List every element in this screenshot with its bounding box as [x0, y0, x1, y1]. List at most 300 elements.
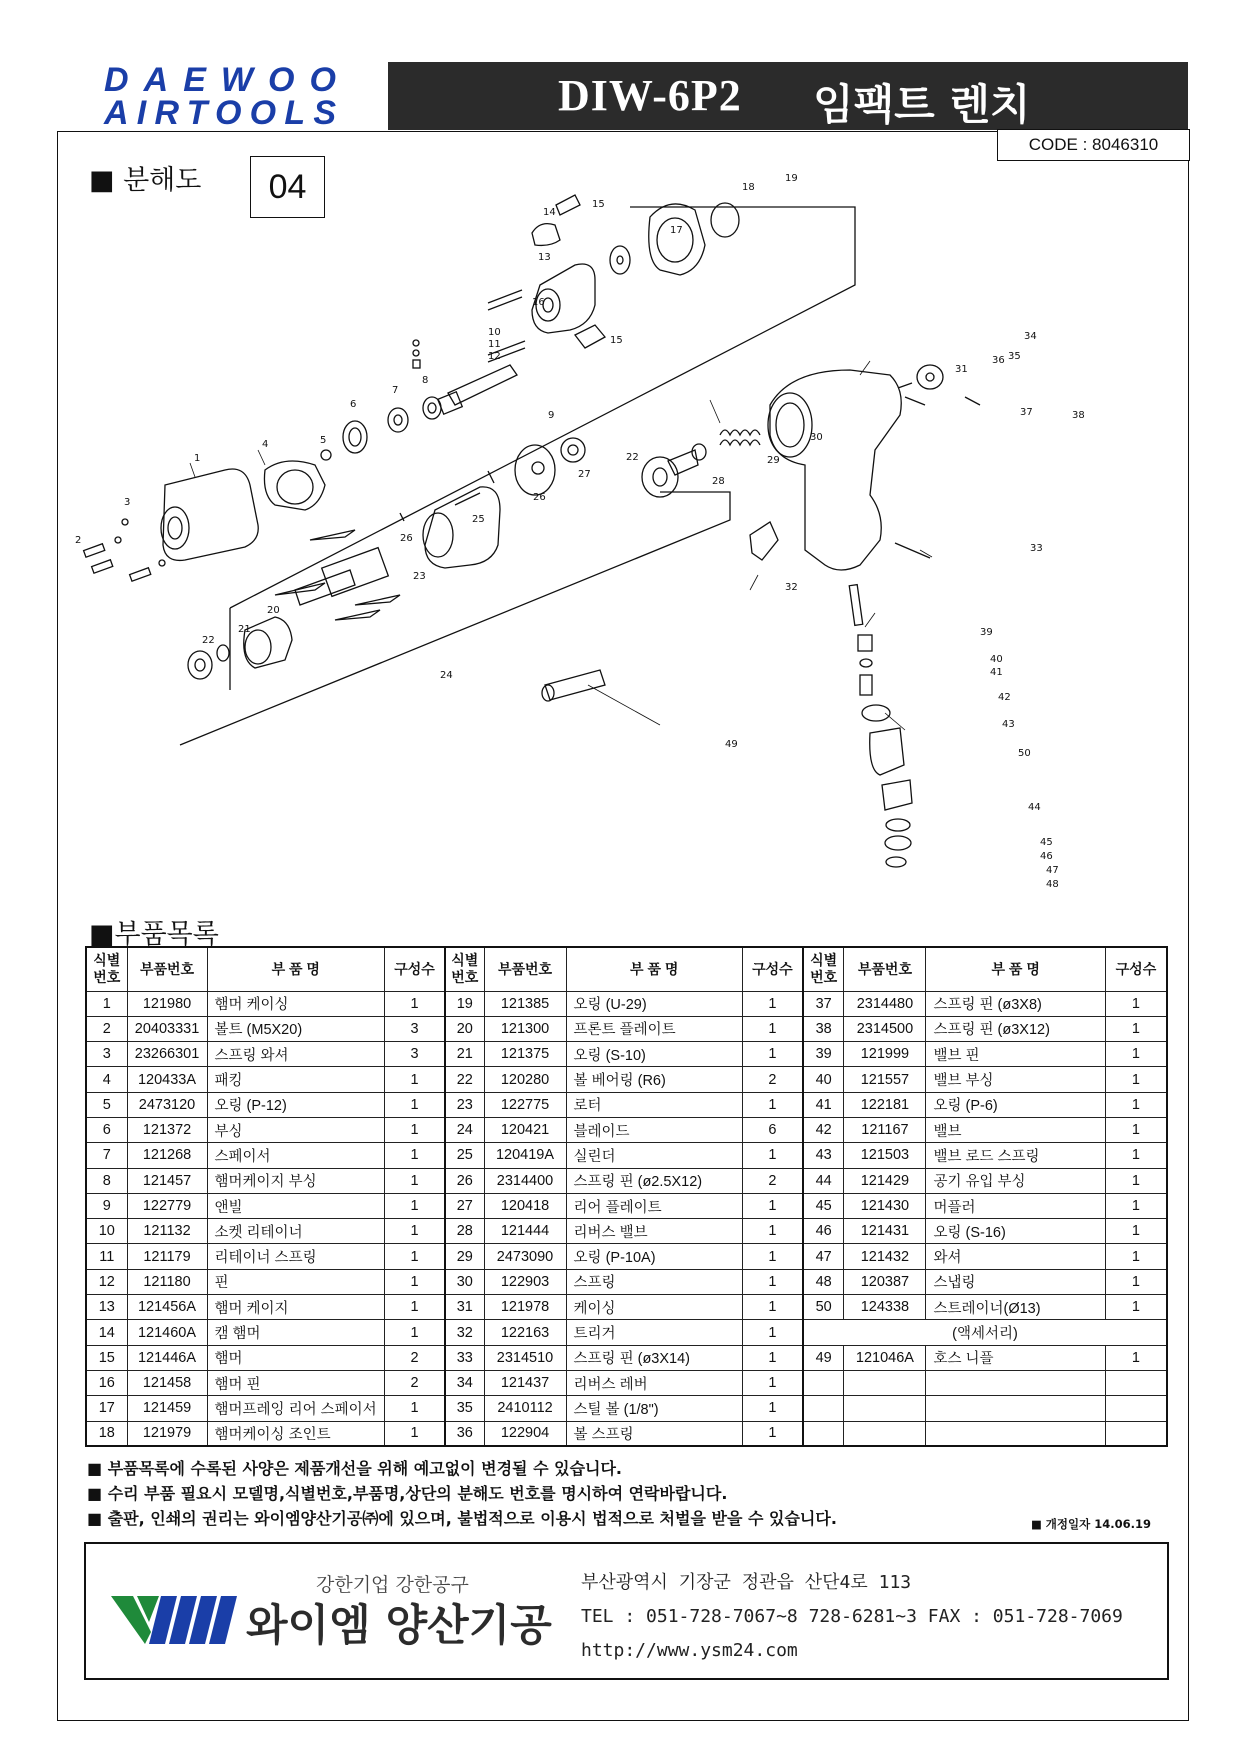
cell-id: 30: [445, 1269, 484, 1294]
cell-part-no: 2314510: [484, 1345, 566, 1370]
cell-id: [803, 1370, 844, 1395]
cell-id: 41: [803, 1092, 844, 1117]
cell-part-no: 2314500: [844, 1016, 926, 1041]
cell-qty: 1: [1105, 1016, 1167, 1041]
svg-text:46: 46: [1040, 851, 1053, 862]
cell-name: 로터: [566, 1092, 742, 1117]
cell-qty: 1: [742, 1370, 803, 1395]
cell-part-no: 121444: [484, 1219, 566, 1244]
cell-part-no: 121179: [127, 1244, 207, 1269]
cell-id: 6: [86, 1117, 127, 1142]
cell-id: 21: [445, 1042, 484, 1067]
cell-part-no: 121458: [127, 1370, 207, 1395]
cell-qty: 1: [385, 1219, 446, 1244]
cell-part-no: 121268: [127, 1143, 207, 1168]
cell-name: 스페이서: [207, 1143, 385, 1168]
col-header-part-no: 부품번호: [844, 947, 926, 991]
cell-id: 45: [803, 1193, 844, 1218]
cell-qty: 1: [385, 1396, 446, 1421]
company-footer: [84, 1542, 1169, 1680]
cell-part-no: 122181: [844, 1092, 926, 1117]
note-line: ■ 부품목록에 수록된 사양은 제품개선을 위해 예고없이 변경될 수 있습니다.: [87, 1459, 623, 1478]
cell-qty: 1: [1105, 1067, 1167, 1092]
cell-qty: 1: [742, 1143, 803, 1168]
cell-id: 48: [803, 1269, 844, 1294]
cell-part-no: 122163: [484, 1320, 566, 1345]
cell-qty: 1: [385, 1168, 446, 1193]
cell-name: 밸브: [926, 1117, 1105, 1142]
cell-id: 28: [445, 1219, 484, 1244]
company-tagline: 강한기업 강한공구: [316, 1574, 469, 1596]
cell-part-no: 121980: [127, 991, 207, 1016]
ym-logo-icon: [111, 1592, 241, 1648]
company-name: 와이엠 양산기공: [246, 1601, 552, 1651]
cell-part-no: 120421: [484, 1117, 566, 1142]
cell-id: 14: [86, 1320, 127, 1345]
svg-text:48: 48: [1046, 879, 1059, 890]
model-name: DIW-6P2: [558, 71, 742, 120]
cell-name: 오링 (P-6): [926, 1092, 1105, 1117]
cell-name: 실린더: [566, 1143, 742, 1168]
table-row: [86, 1042, 1167, 1067]
cell-id: 16: [86, 1370, 127, 1395]
diagram-page-number: 04: [250, 156, 325, 218]
cell-id: 42: [803, 1117, 844, 1142]
cell-name: 트리거: [566, 1320, 742, 1345]
cell-name: 스프링 핀 (ø3X14): [566, 1345, 742, 1370]
notes: [87, 1456, 1177, 1531]
cell-part-no: 121999: [844, 1042, 926, 1067]
cell-id: 25: [445, 1143, 484, 1168]
cell-name: 햄머 핀: [207, 1370, 385, 1395]
svg-text:32: 32: [785, 582, 798, 593]
cell-name: 햄머프레잉 리어 스페이서: [207, 1396, 385, 1421]
svg-text:44: 44: [1028, 802, 1041, 813]
table-row: [86, 1117, 1167, 1142]
cell-name: 패킹: [207, 1067, 385, 1092]
svg-text:6: 6: [350, 399, 357, 410]
cell-id: 50: [803, 1295, 844, 1320]
cell-id: 23: [445, 1092, 484, 1117]
cell-id: [803, 1396, 844, 1421]
cell-id: 31: [445, 1295, 484, 1320]
cell-part-no: 120419A: [484, 1143, 566, 1168]
accessory-label: (액세서리): [803, 1320, 1167, 1345]
cell-qty: 1: [1105, 1295, 1167, 1320]
cell-qty: 1: [1105, 991, 1167, 1016]
cell-name: [926, 1396, 1105, 1421]
cell-id: 43: [803, 1143, 844, 1168]
table-row: [86, 1295, 1167, 1320]
cell-qty: 1: [1105, 1092, 1167, 1117]
cell-part-no: 121167: [844, 1117, 926, 1142]
svg-text:23: 23: [413, 571, 426, 582]
svg-text:5: 5: [320, 435, 327, 446]
svg-text:33: 33: [1030, 543, 1043, 554]
cell-qty: 1: [1105, 1042, 1167, 1067]
cell-qty: 1: [1105, 1168, 1167, 1193]
cell-name: [926, 1421, 1105, 1446]
svg-text:30: 30: [810, 432, 823, 443]
svg-text:36: 36: [992, 355, 1005, 366]
revision-date: ■ 개정일자 14.06.19: [1030, 1517, 1151, 1531]
svg-text:38: 38: [1072, 410, 1085, 421]
svg-text:11: 11: [488, 339, 501, 350]
col-header-name: 부 품 명: [566, 947, 742, 991]
company-address: 부산광역시 기장군 정관읍 산단4로 113: [581, 1572, 912, 1593]
cell-qty: 1: [742, 1295, 803, 1320]
svg-text:21: 21: [238, 624, 251, 635]
company-phone: TEL : 051-728-7067~8 728-6281~3 FAX : 051-728-7069: [581, 1606, 1123, 1627]
cell-part-no: 121429: [844, 1168, 926, 1193]
col-header-name: 부 품 명: [207, 947, 385, 991]
cell-id: 20: [445, 1016, 484, 1041]
svg-text:19: 19: [785, 173, 798, 184]
cell-id: 46: [803, 1219, 844, 1244]
svg-text:8: 8: [422, 375, 429, 386]
cell-qty: 2: [742, 1067, 803, 1092]
cell-part-no: 121431: [844, 1219, 926, 1244]
cell-part-no: 121446A: [127, 1345, 207, 1370]
svg-text:25: 25: [472, 514, 485, 525]
title-bar: [388, 62, 1188, 130]
svg-text:37: 37: [1020, 407, 1033, 418]
cell-part-no: 2473120: [127, 1092, 207, 1117]
cell-name: 오링 (S-10): [566, 1042, 742, 1067]
cell-name: 부싱: [207, 1117, 385, 1142]
table-row: [86, 1244, 1167, 1269]
cell-part-no: 121046A: [844, 1345, 926, 1370]
cell-qty: 1: [385, 991, 446, 1016]
svg-text:35: 35: [1008, 351, 1021, 362]
svg-text:9: 9: [548, 410, 555, 421]
product-code: CODE : 8046310: [997, 129, 1190, 161]
cell-id: 8: [86, 1168, 127, 1193]
svg-text:17: 17: [670, 225, 683, 236]
svg-text:12: 12: [488, 351, 501, 362]
svg-text:DAEWOO: DAEWOO: [104, 61, 336, 99]
svg-text:3: 3: [124, 497, 131, 508]
cell-qty: 1: [385, 1320, 446, 1345]
cell-id: 1: [86, 991, 127, 1016]
col-header-part-no: 부품번호: [127, 947, 207, 991]
parts-table: [85, 946, 1168, 1447]
cell-name: 밸브 부싱: [926, 1067, 1105, 1092]
cell-name: 스프링 핀 (ø3X12): [926, 1016, 1105, 1041]
cell-qty: 1: [742, 991, 803, 1016]
cell-id: 4: [86, 1067, 127, 1092]
cell-name: 와셔: [926, 1244, 1105, 1269]
cell-qty: 1: [385, 1421, 446, 1446]
cell-qty: 1: [742, 1345, 803, 1370]
cell-id: 47: [803, 1244, 844, 1269]
cell-name: 오링 (P-10A): [566, 1244, 742, 1269]
cell-id: 2: [86, 1016, 127, 1041]
cell-name: 스트레이너(Ø13): [926, 1295, 1105, 1320]
svg-text:22: 22: [626, 452, 639, 463]
svg-text:29: 29: [767, 455, 780, 466]
cell-id: 3: [86, 1042, 127, 1067]
cell-part-no: 20403331: [127, 1016, 207, 1041]
cell-name: [926, 1370, 1105, 1395]
cell-id: 40: [803, 1067, 844, 1092]
cell-name: 블레이드: [566, 1117, 742, 1142]
cell-id: 17: [86, 1396, 127, 1421]
col-header-qty: 구성수: [1105, 947, 1167, 991]
svg-text:14: 14: [543, 207, 556, 218]
svg-text:7: 7: [392, 385, 399, 396]
table-header-row: [86, 947, 1167, 991]
svg-text:40: 40: [990, 654, 1003, 665]
cell-qty: 1: [742, 1193, 803, 1218]
cell-part-no: 2473090: [484, 1244, 566, 1269]
cell-qty: 1: [742, 1320, 803, 1345]
cell-part-no: 122779: [127, 1193, 207, 1218]
table-row: [86, 1269, 1167, 1294]
cell-qty: 1: [385, 1269, 446, 1294]
cell-qty: 1: [1105, 1219, 1167, 1244]
cell-qty: 1: [742, 1219, 803, 1244]
cell-part-no: 120433A: [127, 1067, 207, 1092]
svg-text:13: 13: [538, 252, 551, 263]
svg-text:20: 20: [267, 605, 280, 616]
cell-part-no: [844, 1370, 926, 1395]
svg-text:2: 2: [75, 535, 82, 546]
cell-qty: 1: [742, 1092, 803, 1117]
cell-id: 12: [86, 1269, 127, 1294]
cell-id: 11: [86, 1244, 127, 1269]
cell-name: 리버스 밸브: [566, 1219, 742, 1244]
svg-text:18: 18: [742, 182, 755, 193]
cell-name: 핀: [207, 1269, 385, 1294]
col-header-name: 부 품 명: [926, 947, 1105, 991]
cell-id: 9: [86, 1193, 127, 1218]
table-row: [86, 1370, 1167, 1395]
svg-text:28: 28: [712, 476, 725, 487]
svg-text:26: 26: [533, 492, 546, 503]
callout-labels: [75, 173, 1085, 890]
cell-id: 19: [445, 991, 484, 1016]
parts-list-heading: ■부품목록: [89, 919, 219, 950]
cell-id: 5: [86, 1092, 127, 1117]
cell-part-no: 2410112: [484, 1396, 566, 1421]
product-name: 임팩트 렌치: [813, 80, 1031, 129]
cell-qty: 2: [742, 1168, 803, 1193]
cell-name: 햄머 케이지: [207, 1295, 385, 1320]
cell-part-no: 124338: [844, 1295, 926, 1320]
cell-part-no: 122903: [484, 1269, 566, 1294]
company-website[interactable]: http://www.ysm24.com: [581, 1640, 798, 1661]
cell-part-no: 121430: [844, 1193, 926, 1218]
table-row: [86, 1143, 1167, 1168]
cell-name: 밸브 로드 스프링: [926, 1143, 1105, 1168]
cell-id: 29: [445, 1244, 484, 1269]
svg-text:26: 26: [400, 533, 413, 544]
cell-id: 22: [445, 1067, 484, 1092]
cell-id: 10: [86, 1219, 127, 1244]
cell-part-no: 121557: [844, 1067, 926, 1092]
cell-part-no: 121979: [127, 1421, 207, 1446]
cell-qty: 3: [385, 1016, 446, 1041]
cell-name: 햄머: [207, 1345, 385, 1370]
exploded-view-diagram: [70, 165, 1180, 925]
cell-qty: 1: [742, 1042, 803, 1067]
col-header-qty: 구성수: [385, 947, 446, 991]
cell-part-no: 120418: [484, 1193, 566, 1218]
table-row: [86, 1067, 1167, 1092]
parts-table-body: [86, 991, 1167, 1446]
cell-name: 리테이너 스프링: [207, 1244, 385, 1269]
cell-name: 스프링 핀 (ø2.5X12): [566, 1168, 742, 1193]
company-contact: [581, 1566, 1123, 1668]
cell-part-no: 120280: [484, 1067, 566, 1092]
cell-id: 32: [445, 1320, 484, 1345]
cell-name: 오링 (S-16): [926, 1219, 1105, 1244]
cell-name: 머플러: [926, 1193, 1105, 1218]
cell-id: 27: [445, 1193, 484, 1218]
cell-name: 스프링 와셔: [207, 1042, 385, 1067]
cell-name: 스프링: [566, 1269, 742, 1294]
table-row: [86, 1193, 1167, 1218]
col-header-qty: 구성수: [742, 947, 803, 991]
cell-qty: 1: [385, 1117, 446, 1142]
cell-id: 33: [445, 1345, 484, 1370]
cell-name: 스프링 핀 (ø3X8): [926, 991, 1105, 1016]
cell-part-no: 121503: [844, 1143, 926, 1168]
cell-qty: 1: [742, 1421, 803, 1446]
table-row: [86, 1345, 1167, 1370]
svg-text:24: 24: [440, 670, 453, 681]
cell-id: 24: [445, 1117, 484, 1142]
cell-name: 볼 스프링: [566, 1421, 742, 1446]
svg-text:1: 1: [194, 453, 201, 464]
svg-text:22: 22: [202, 635, 215, 646]
svg-text:10: 10: [488, 327, 501, 338]
svg-text:4: 4: [262, 439, 269, 450]
cell-qty: 1: [1105, 1345, 1167, 1370]
cell-qty: 1: [742, 1244, 803, 1269]
svg-text:49: 49: [725, 739, 738, 750]
cell-id: 38: [803, 1016, 844, 1041]
cell-name: 오링 (P-12): [207, 1092, 385, 1117]
cell-qty: [1105, 1421, 1167, 1446]
cell-name: 앤빌: [207, 1193, 385, 1218]
cell-qty: 1: [385, 1295, 446, 1320]
cell-part-no: 121180: [127, 1269, 207, 1294]
svg-text:16: 16: [532, 297, 545, 308]
cell-qty: 1: [1105, 1244, 1167, 1269]
col-header-id: 식별 번호: [445, 947, 484, 991]
cell-part-no: 121437: [484, 1370, 566, 1395]
cell-id: 44: [803, 1168, 844, 1193]
cell-id: 15: [86, 1345, 127, 1370]
table-row: [86, 1421, 1167, 1446]
cell-qty: 3: [385, 1042, 446, 1067]
svg-text:15: 15: [592, 199, 605, 210]
cell-name: 밸브 핀: [926, 1042, 1105, 1067]
cell-part-no: 121460A: [127, 1320, 207, 1345]
svg-text:45: 45: [1040, 837, 1053, 848]
cell-qty: 1: [385, 1092, 446, 1117]
table-row: [86, 1092, 1167, 1117]
cell-qty: 1: [742, 1396, 803, 1421]
cell-part-no: 121457: [127, 1168, 207, 1193]
cell-id: 36: [445, 1421, 484, 1446]
cell-part-no: 121978: [484, 1295, 566, 1320]
cell-qty: 1: [1105, 1143, 1167, 1168]
svg-text:27: 27: [578, 469, 591, 480]
cell-part-no: 2314400: [484, 1168, 566, 1193]
cell-part-no: 121375: [484, 1042, 566, 1067]
cell-name: 햄머 케이싱: [207, 991, 385, 1016]
cell-qty: 2: [385, 1370, 446, 1395]
cell-qty: 1: [385, 1244, 446, 1269]
svg-text:50: 50: [1018, 748, 1031, 759]
svg-text:15: 15: [610, 335, 623, 346]
cell-part-no: 121385: [484, 991, 566, 1016]
note-line: ■ 수리 부품 필요시 모델명,식별번호,부품명,상단의 분해도 번호를 명시하여 연락바랍니다.: [87, 1484, 728, 1503]
note-line: ■ 출판, 인쇄의 권리는 와이엠양산기공㈜에 있으며, 불법적으로 이용시 법적으로 처벌을 받을 수 있습니다.: [87, 1509, 837, 1528]
exploded-view-heading: ■ 분해도: [89, 165, 202, 196]
cell-name: 햄머케이싱 조인트: [207, 1421, 385, 1446]
svg-text:41: 41: [990, 667, 1003, 678]
cell-id: 18: [86, 1421, 127, 1446]
cell-part-no: 121132: [127, 1219, 207, 1244]
svg-text:31: 31: [955, 364, 968, 375]
cell-name: 호스 니플: [926, 1345, 1105, 1370]
cell-id: 49: [803, 1345, 844, 1370]
cell-part-no: 121456A: [127, 1295, 207, 1320]
svg-text:34: 34: [1024, 331, 1037, 342]
cell-name: 프론트 플레이트: [566, 1016, 742, 1041]
cell-id: 34: [445, 1370, 484, 1395]
cell-id: 7: [86, 1143, 127, 1168]
cell-name: 스틸 볼 (1/8"): [566, 1396, 742, 1421]
col-header-part-no: 부품번호: [484, 947, 566, 991]
cell-part-no: 122775: [484, 1092, 566, 1117]
cell-part-no: 121432: [844, 1244, 926, 1269]
cell-part-no: 121372: [127, 1117, 207, 1142]
cell-id: 35: [445, 1396, 484, 1421]
cell-qty: 6: [742, 1117, 803, 1142]
cell-id: 37: [803, 991, 844, 1016]
cell-id: [803, 1421, 844, 1446]
svg-text:AIRTOOLS: AIRTOOLS: [104, 94, 336, 128]
cell-qty: 1: [1105, 1117, 1167, 1142]
cell-qty: 1: [385, 1067, 446, 1092]
svg-text:39: 39: [980, 627, 993, 638]
cell-part-no: 122904: [484, 1421, 566, 1446]
cell-name: 케이싱: [566, 1295, 742, 1320]
cell-name: 리버스 레버: [566, 1370, 742, 1395]
cell-qty: 2: [385, 1345, 446, 1370]
table-row: [86, 1320, 1167, 1345]
cell-name: 캠 햄머: [207, 1320, 385, 1345]
cell-part-no: 23266301: [127, 1042, 207, 1067]
cell-qty: 1: [385, 1193, 446, 1218]
table-row: [86, 1219, 1167, 1244]
cell-name: 소켓 리테이너: [207, 1219, 385, 1244]
svg-text:47: 47: [1046, 865, 1059, 876]
cell-qty: 1: [385, 1143, 446, 1168]
cell-qty: 1: [1105, 1269, 1167, 1294]
svg-text:43: 43: [1002, 719, 1015, 730]
cell-part-no: [844, 1396, 926, 1421]
daewoo-airtools-logo: [100, 60, 350, 128]
cell-qty: [1105, 1396, 1167, 1421]
cell-id: 26: [445, 1168, 484, 1193]
cell-qty: 1: [742, 1269, 803, 1294]
